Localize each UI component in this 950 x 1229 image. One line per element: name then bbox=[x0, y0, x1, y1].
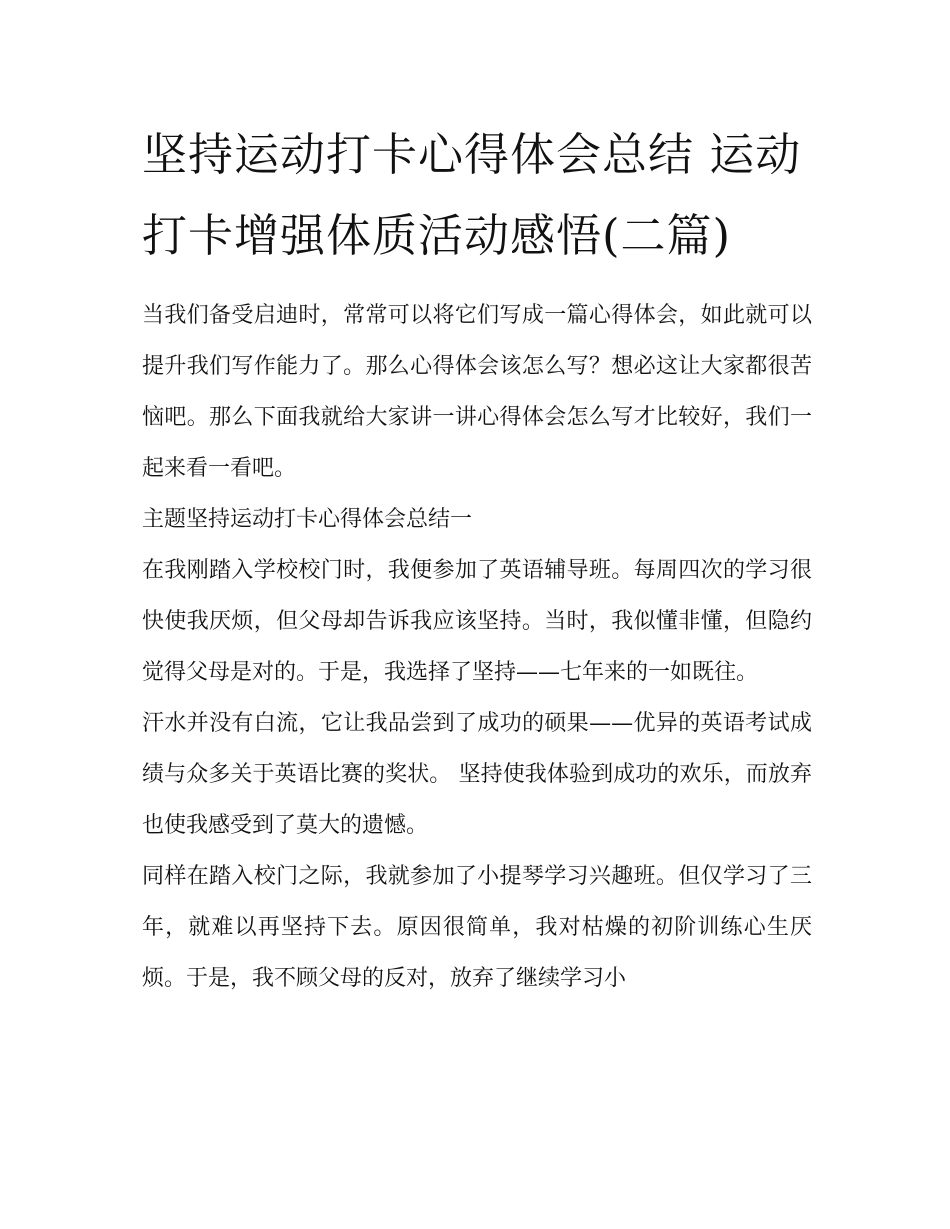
paragraph-english-class: 在我刚踏入学校校门时，我便参加了英语辅导班。每周四次的学习很快使我厌烦，但父母却告诉我应该坚持。当时，我似懂非懂，但隐约觉得父母是对的。于是，我选择了坚持——七年来的一如既往。 bbox=[142, 558, 812, 685]
section-heading: 主题坚持运动打卡心得体会总结一 bbox=[142, 507, 473, 532]
document-content bbox=[142, 114, 812, 1004]
paragraph-intro: 当我们备受启迪时，常常可以将它们写成一篇心得体会，如此就可以提升我们写作能力了。那么心得体会该怎么写？想必这让大家都很苦恼吧。那么下面我就给大家讲一讲心得体会怎么写才比较好，我们一起来看一看吧。 bbox=[142, 303, 812, 481]
paragraph-success: 汗水并没有白流，它让我品尝到了成功的硕果——优异的英语考试成绩与众多关于英语比赛的奖状。 坚持使我体验到成功的欢乐，而放弃也使我感受到了莫大的遗憾。 bbox=[142, 711, 812, 838]
paragraph-violin: 同样在踏入校门之际，我就参加了小提琴学习兴趣班。但仅学习了三年，就难以再坚持下去。原因很简单，我对枯燥的初阶训练心生厌烦。于是，我不顾父母的反对，放弃了继续学习小 bbox=[142, 864, 812, 991]
document-body bbox=[142, 290, 812, 1004]
document-title: 坚持运动打卡心得体会总结 运动打卡增强体质活动感悟(二篇) bbox=[142, 128, 802, 262]
